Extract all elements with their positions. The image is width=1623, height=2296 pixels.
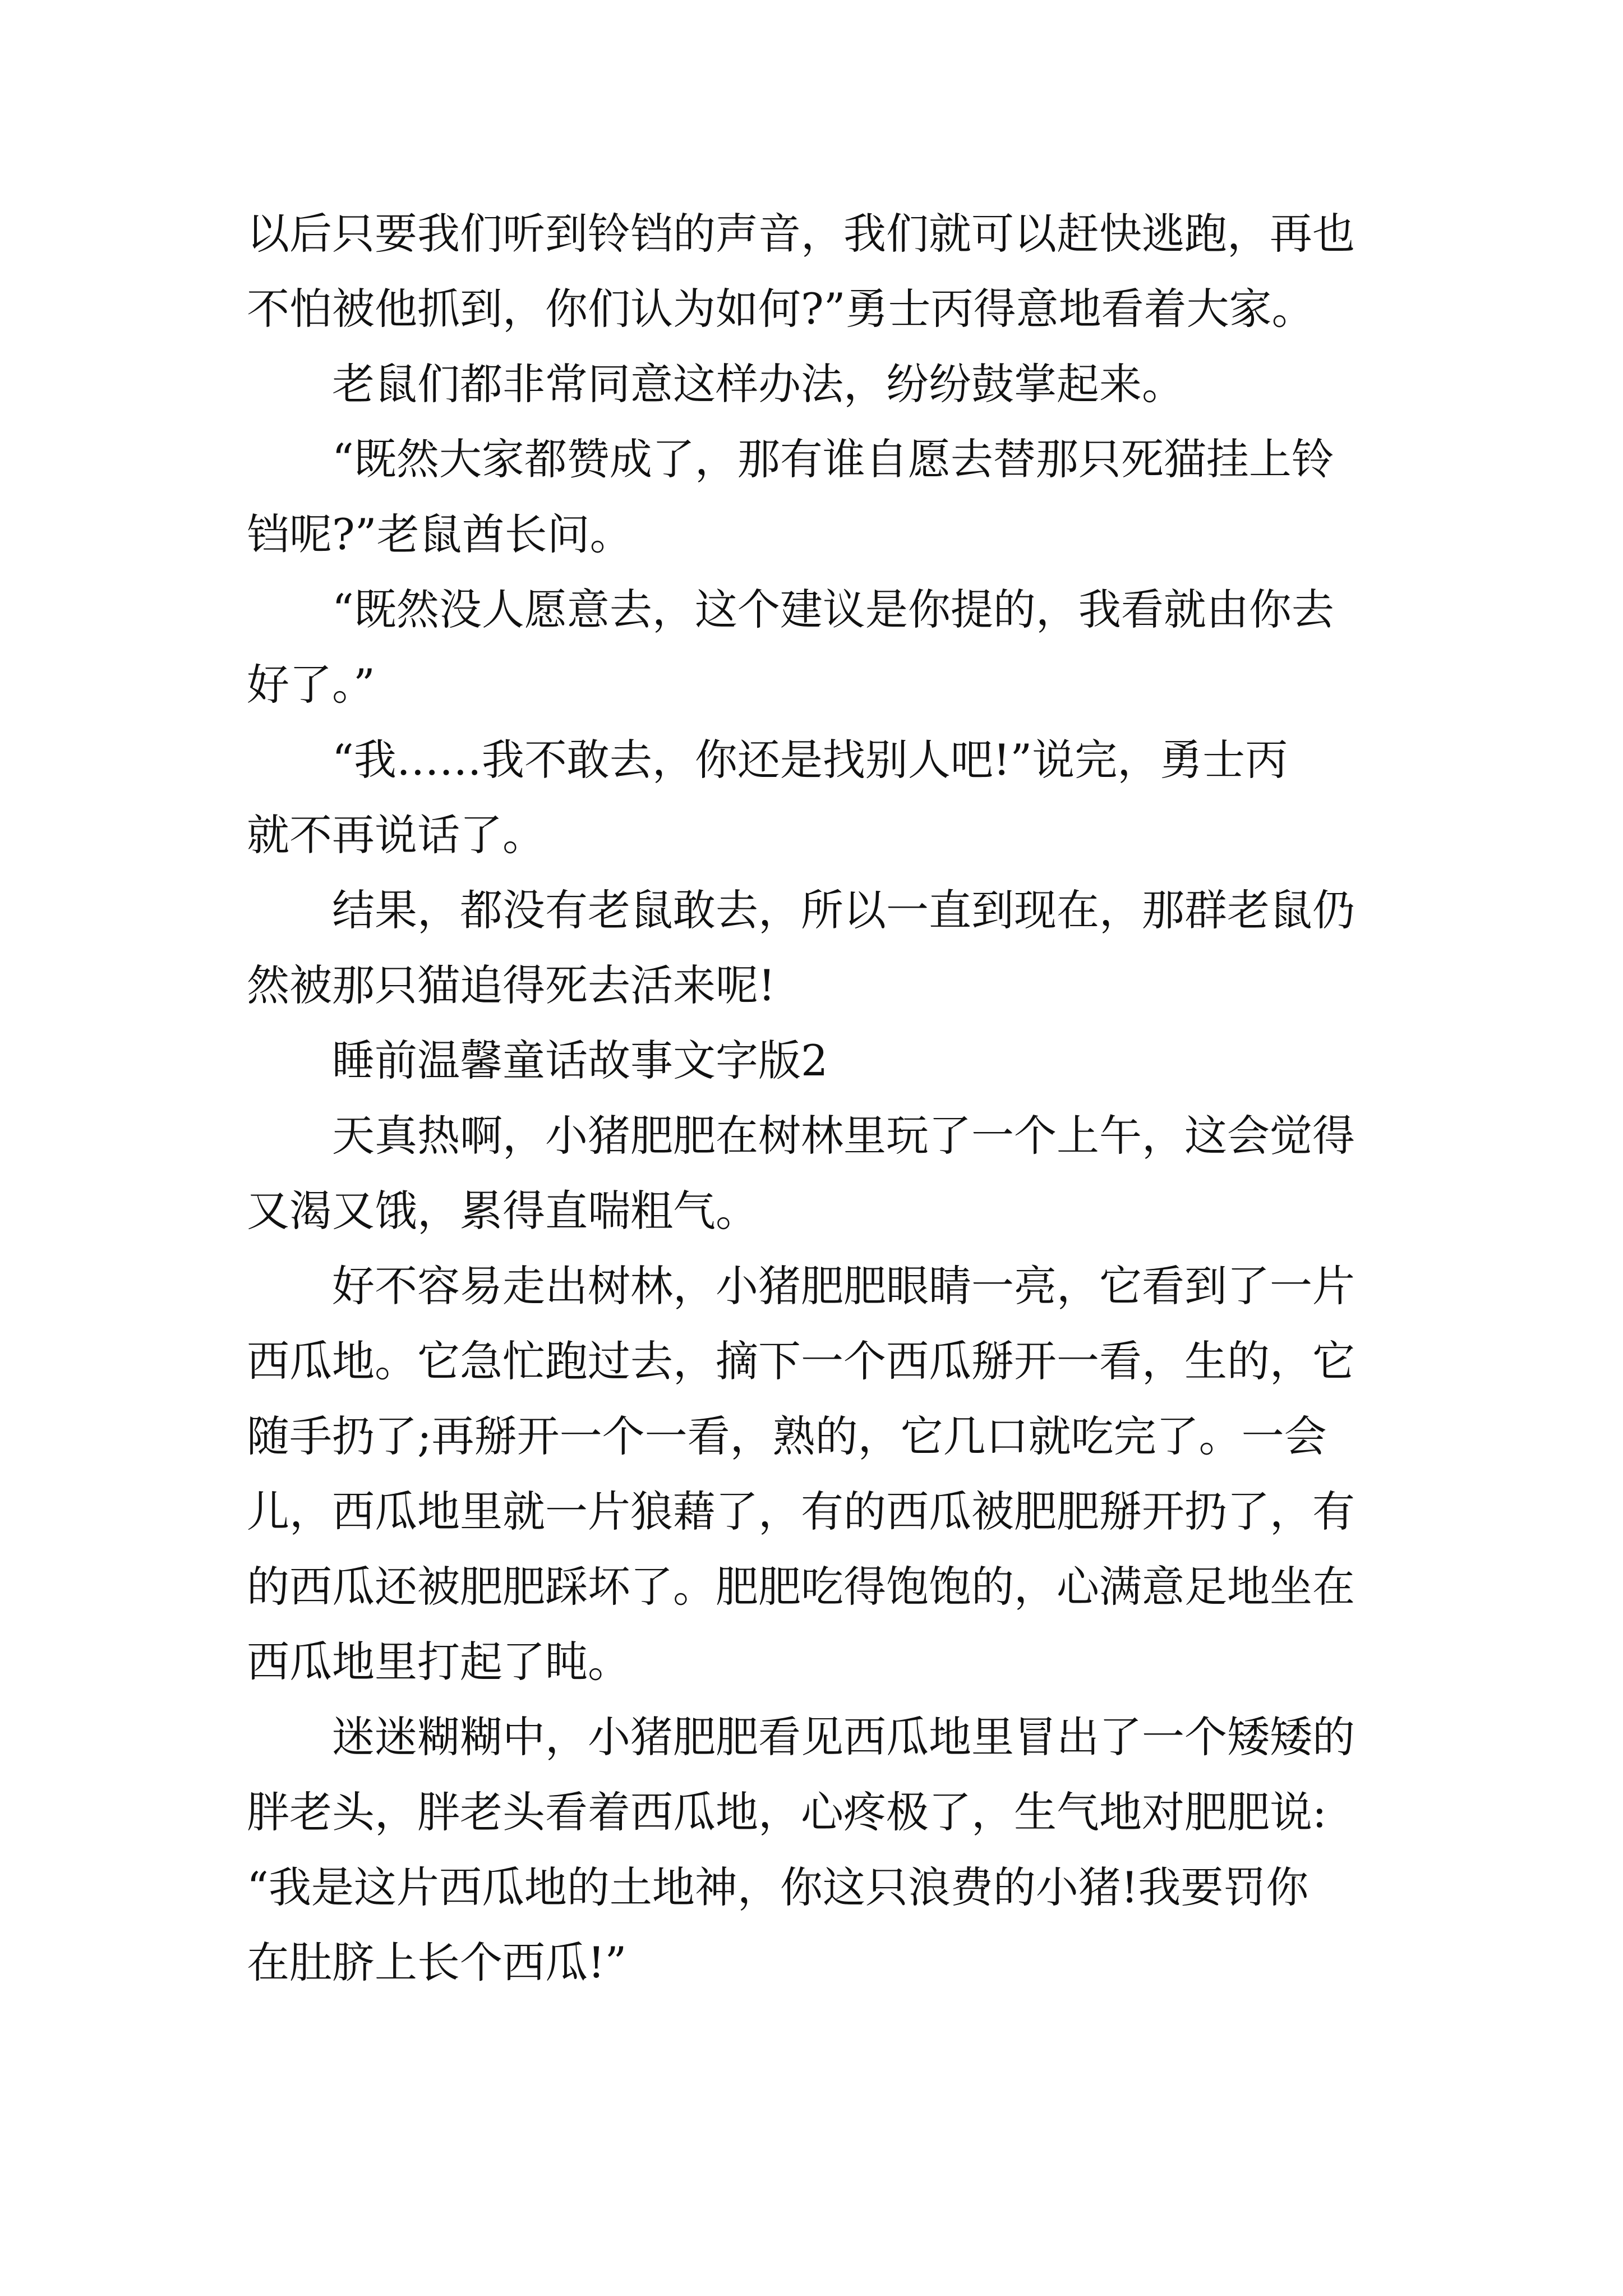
- text-line: 然被那只猫追得死去活来呢!: [247, 960, 776, 1010]
- text-line: 儿，西瓜地里就一片狼藉了，有的西瓜被肥肥掰开扔了，有: [247, 1487, 1355, 1536]
- text-line: 天真热啊，小猪肥肥在树林里玩了一个上午，这会觉得: [332, 1111, 1355, 1161]
- text-line: 西瓜地。它急忙跑过去，摘下一个西瓜掰开一看，生的，它: [247, 1336, 1355, 1386]
- text-line: 随手扔了;再掰开一个一看，熟的，它几口就吃完了。一会: [247, 1411, 1327, 1461]
- text-line: “既然大家都赞成了，那有谁自愿去替那只死猫挂上铃: [332, 434, 1334, 484]
- text-line: 好了。”: [247, 660, 375, 710]
- text-line: 就不再说话了。: [247, 810, 545, 860]
- text-line: 老鼠们都非常同意这样办法，纷纷鼓掌起来。: [332, 359, 1184, 409]
- text-line: “我……我不敢去，你还是找别人吧!”说完，勇士丙: [332, 735, 1288, 785]
- text-line: “我是这片西瓜地的土地神，你这只浪费的小猪!我要罚你: [247, 1862, 1309, 1912]
- text-line: 睡前温馨童话故事文字版2: [332, 1036, 828, 1085]
- text-line: 好不容易走出树林，小猪肥肥眼睛一亮，它看到了一片: [332, 1261, 1355, 1311]
- text-line: 结果，都没有老鼠敢去，所以一直到现在，那群老鼠仍: [332, 885, 1355, 935]
- text-line: 的西瓜还被肥肥踩坏了。肥肥吃得饱饱的，心满意足地坐在: [247, 1562, 1355, 1612]
- text-line: 铛呢?”老鼠酋长问。: [247, 509, 633, 559]
- text-line: “既然没人愿意去，这个建议是你提的，我看就由你去: [332, 585, 1334, 634]
- text-line: 不怕被他抓到，你们认为如何?”勇士丙得意地看着大家。: [247, 284, 1315, 334]
- text-line: 在肚脐上长个西瓜!”: [247, 1938, 627, 1987]
- body-text: [247, 196, 1385, 2000]
- text-line: 又渴又饿，累得直喘粗气。: [247, 1186, 758, 1236]
- text-line: 胖老头，胖老头看着西瓜地，心疼极了，生气地对肥肥说:: [247, 1787, 1327, 1837]
- text-line: 以后只要我们听到铃铛的声音，我们就可以赶快逃跑，再也: [247, 209, 1355, 259]
- text-line: 西瓜地里打起了盹。: [247, 1637, 630, 1687]
- text-line: 迷迷糊糊中，小猪肥肥看见西瓜地里冒出了一个矮矮的: [332, 1712, 1355, 1762]
